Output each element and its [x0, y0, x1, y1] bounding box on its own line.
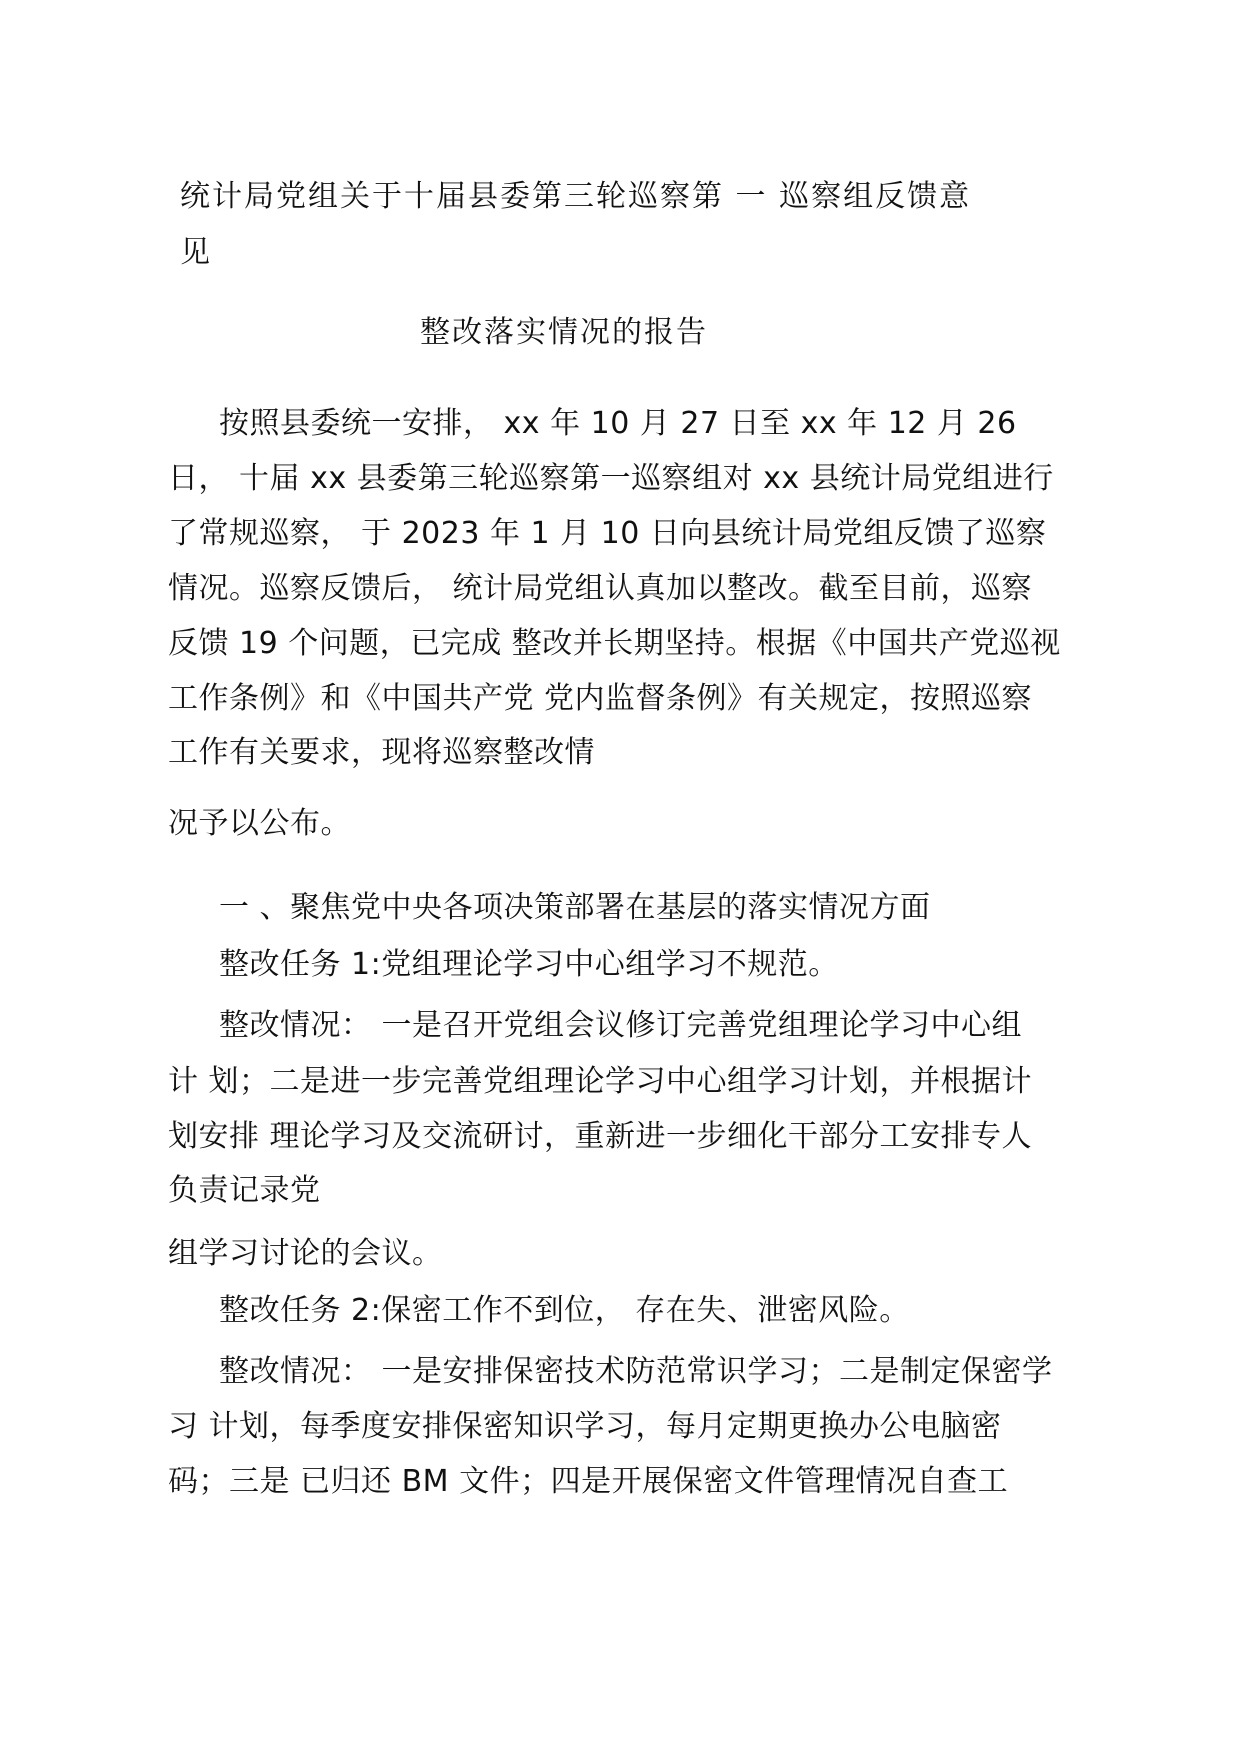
task-1: 整改任务 1:党组理论学习中心组学习不规范。 — [219, 947, 839, 982]
task-1-status-line: 划安排 理论学习及交流研讨，重新进一步细化干部分工安排专人 — [168, 1119, 1033, 1154]
section-1-heading: 一 、聚焦党中央各项决策部署在基层的落实情况方面 — [219, 890, 931, 925]
task-2: 整改任务 2:保密工作不到位， 存在失、泄密风险。 — [219, 1293, 910, 1328]
task-2-status-line: 整改情况： 一是安排保密技术防范常识学习；二是制定保密学 — [219, 1354, 1053, 1389]
paragraph-1-line: 按照县委统一安排， xx 年 10 月 27 日至 xx 年 12 月 26 — [219, 406, 1017, 441]
document-title-line-2: 见 — [180, 235, 212, 270]
paragraph-1-line: 反馈 19 个问题，已完成 整改并长期坚持。根据《中国共产党巡视 — [168, 626, 1061, 661]
paragraph-1-line: 况予以公布。 — [168, 806, 351, 841]
task-2-status-line: 习 计划，每季度安排保密知识学习，每月定期更换办公电脑密 — [168, 1409, 1002, 1444]
task-1-status-line: 计 划；二是进一步完善党组理论学习中心组学习计划，并根据计 — [168, 1064, 1033, 1099]
task-1-status-line: 整改情况： 一是召开党组会议修订完善党组理论学习中心组 — [219, 1008, 1023, 1043]
paragraph-1-line: 工作有关要求，现将巡察整改情 — [168, 735, 595, 770]
document-title-line-1: 统计局党组关于十届县委第三轮巡察第 一 巡察组反馈意 — [180, 179, 972, 214]
paragraph-1-line: 工作条例》和《中国共产党 党内监督条例》有关规定，按照巡察 — [168, 681, 1033, 716]
paragraph-1-line: 日， 十届 xx 县委第三轮巡察第一巡察组对 xx 县统计局党组进行 — [168, 461, 1054, 496]
task-1-status-line: 负责记录党 — [168, 1173, 321, 1208]
paragraph-1-line: 情况。巡察反馈后， 统计局党组认真加以整改。截至目前，巡察 — [168, 571, 1033, 606]
task-2-status-line: 码；三是 已归还 BM 文件；四是开展保密文件管理情况自查工 — [168, 1464, 1009, 1499]
paragraph-1-line: 了常规巡察， 于 2023 年 1 月 10 日向县统计局党组反馈了巡察 — [168, 516, 1047, 551]
document-subtitle: 整改落实情况的报告 — [420, 315, 708, 350]
task-1-status-line: 组学习讨论的会议。 — [168, 1236, 443, 1271]
